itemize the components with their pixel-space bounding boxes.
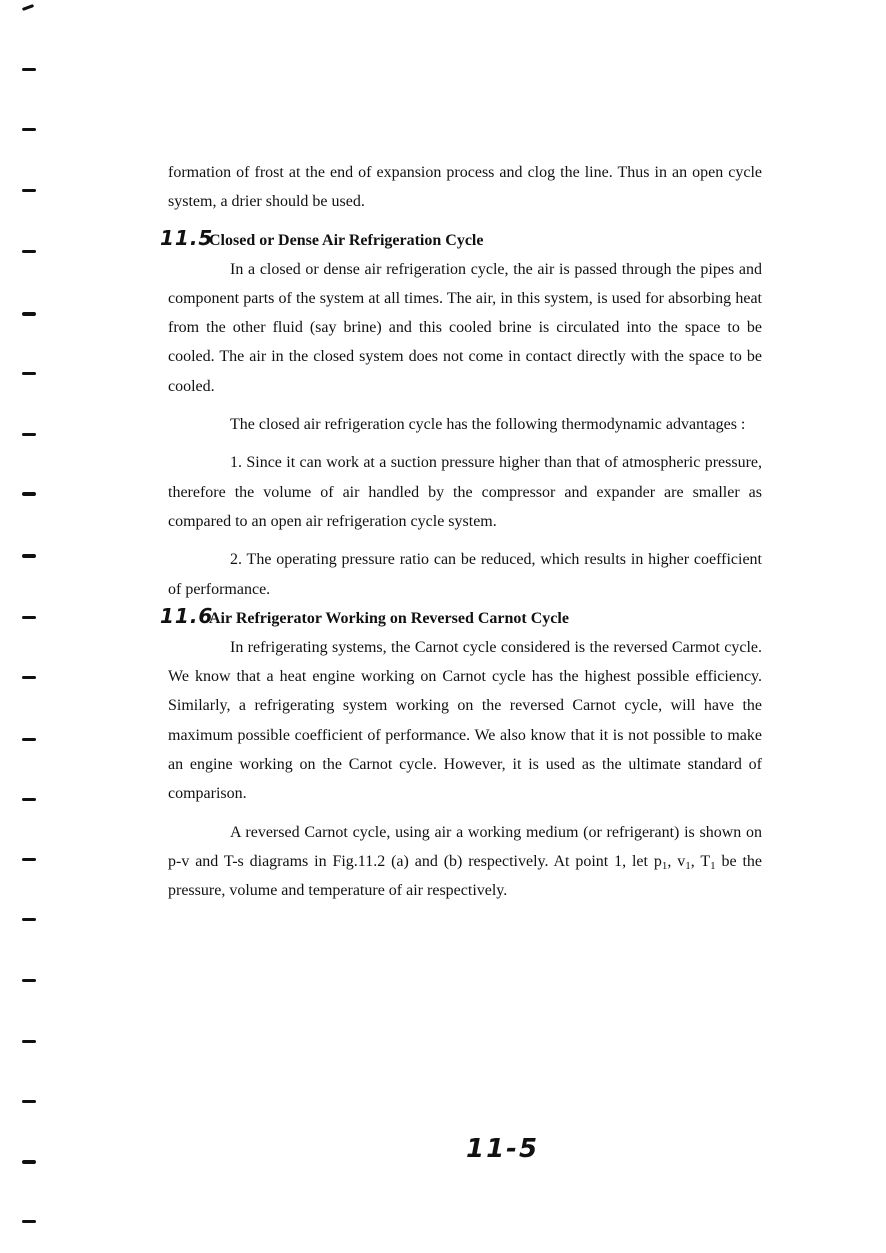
paragraph-advantages-intro: The closed air refrigeration cycle has the following thermodynamic advantages : <box>230 416 746 434</box>
section-number-handwritten: 11.5 <box>160 225 214 250</box>
binding-mark <box>22 1100 36 1103</box>
subscript: 1 <box>685 859 691 872</box>
binding-mark <box>22 554 36 558</box>
binding-mark <box>22 858 36 861</box>
binding-mark <box>22 1220 36 1223</box>
binding-mark <box>22 979 36 982</box>
text-run: , v <box>667 852 686 870</box>
paragraph-carnot-intro: In refrigerating systems, the Carnot cycle considered is the reversed Carmot cycle. We know that a heat engine working on Carnot cycle has the highest possible efficiency. Similarly, a refrigerating system working on the reversed Carnot cycle, will have the maximum possible coefficient of performance. We also know that it is not possible to make an engine working on the Carnot cycle. However, it is used as the ultimate standard of comparison. <box>168 638 762 803</box>
binding-mark <box>22 798 36 801</box>
text-run: A reversed Carnot cycle, using air a working medium (or refrigerant) is shown on p-v and T-s diagrams in Fig.11.2 (a) and (b) respectively. At point 1, let p <box>168 823 762 870</box>
binding-mark <box>22 676 36 679</box>
paragraph-frost: formation of frost at the end of expansion process and clog the line. Thus in an open cycle system, a drier should be used. <box>168 164 762 211</box>
binding-marks <box>0 0 60 1253</box>
binding-mark <box>22 918 36 921</box>
binding-mark <box>22 4 34 11</box>
list-item-advantage-1: 1. Since it can work at a suction pressure higher than that of atmospheric pressure, therefore the volume of air handled by the compressor and expander are smaller as compared to an open air refrigeration cycle system. <box>168 454 762 530</box>
page-body <box>160 158 762 906</box>
binding-mark <box>22 189 36 192</box>
page-number-handwritten: 11-5 <box>466 1134 540 1164</box>
binding-mark <box>22 433 36 436</box>
section-title: Closed or Dense Air Refrigeration Cycle <box>209 231 484 249</box>
binding-mark <box>22 1160 36 1164</box>
paragraph-closed-cycle: In a closed or dense air refrigeration cycle, the air is passed through the pipes and component parts of the system at all times. The air, in this system, is used for absorbing heat from the other fluid (say brine) and this cooled brine is circulated into the space to be cooled. The air in the closed system does not come in contact directly with the space to be cooled. <box>168 260 762 395</box>
binding-mark <box>22 616 36 619</box>
section-heading-closed-air <box>160 225 762 255</box>
list-item-advantage-2: 2. The operating pressure ratio can be reduced, which results in higher coefficient of performance. <box>168 551 762 598</box>
paragraph-reversed-carnot <box>168 818 762 906</box>
section-number-handwritten: 11.6 <box>160 603 214 628</box>
binding-mark <box>22 312 36 316</box>
binding-mark <box>22 128 36 131</box>
binding-mark <box>22 738 36 741</box>
binding-mark <box>22 492 36 496</box>
text-run: be the pressure, volume and temperature of air respectively. <box>168 852 762 900</box>
section-title: Air Refrigerator Working on Reversed Carnot Cycle <box>209 609 569 627</box>
text-run: , T <box>690 852 711 870</box>
section-heading-reversed-carnot <box>160 603 762 633</box>
subscript: 1 <box>661 859 668 872</box>
binding-mark <box>22 68 36 71</box>
binding-mark <box>22 250 36 253</box>
binding-mark <box>22 372 36 375</box>
subscript: 1 <box>710 859 716 872</box>
binding-mark <box>22 1040 36 1043</box>
